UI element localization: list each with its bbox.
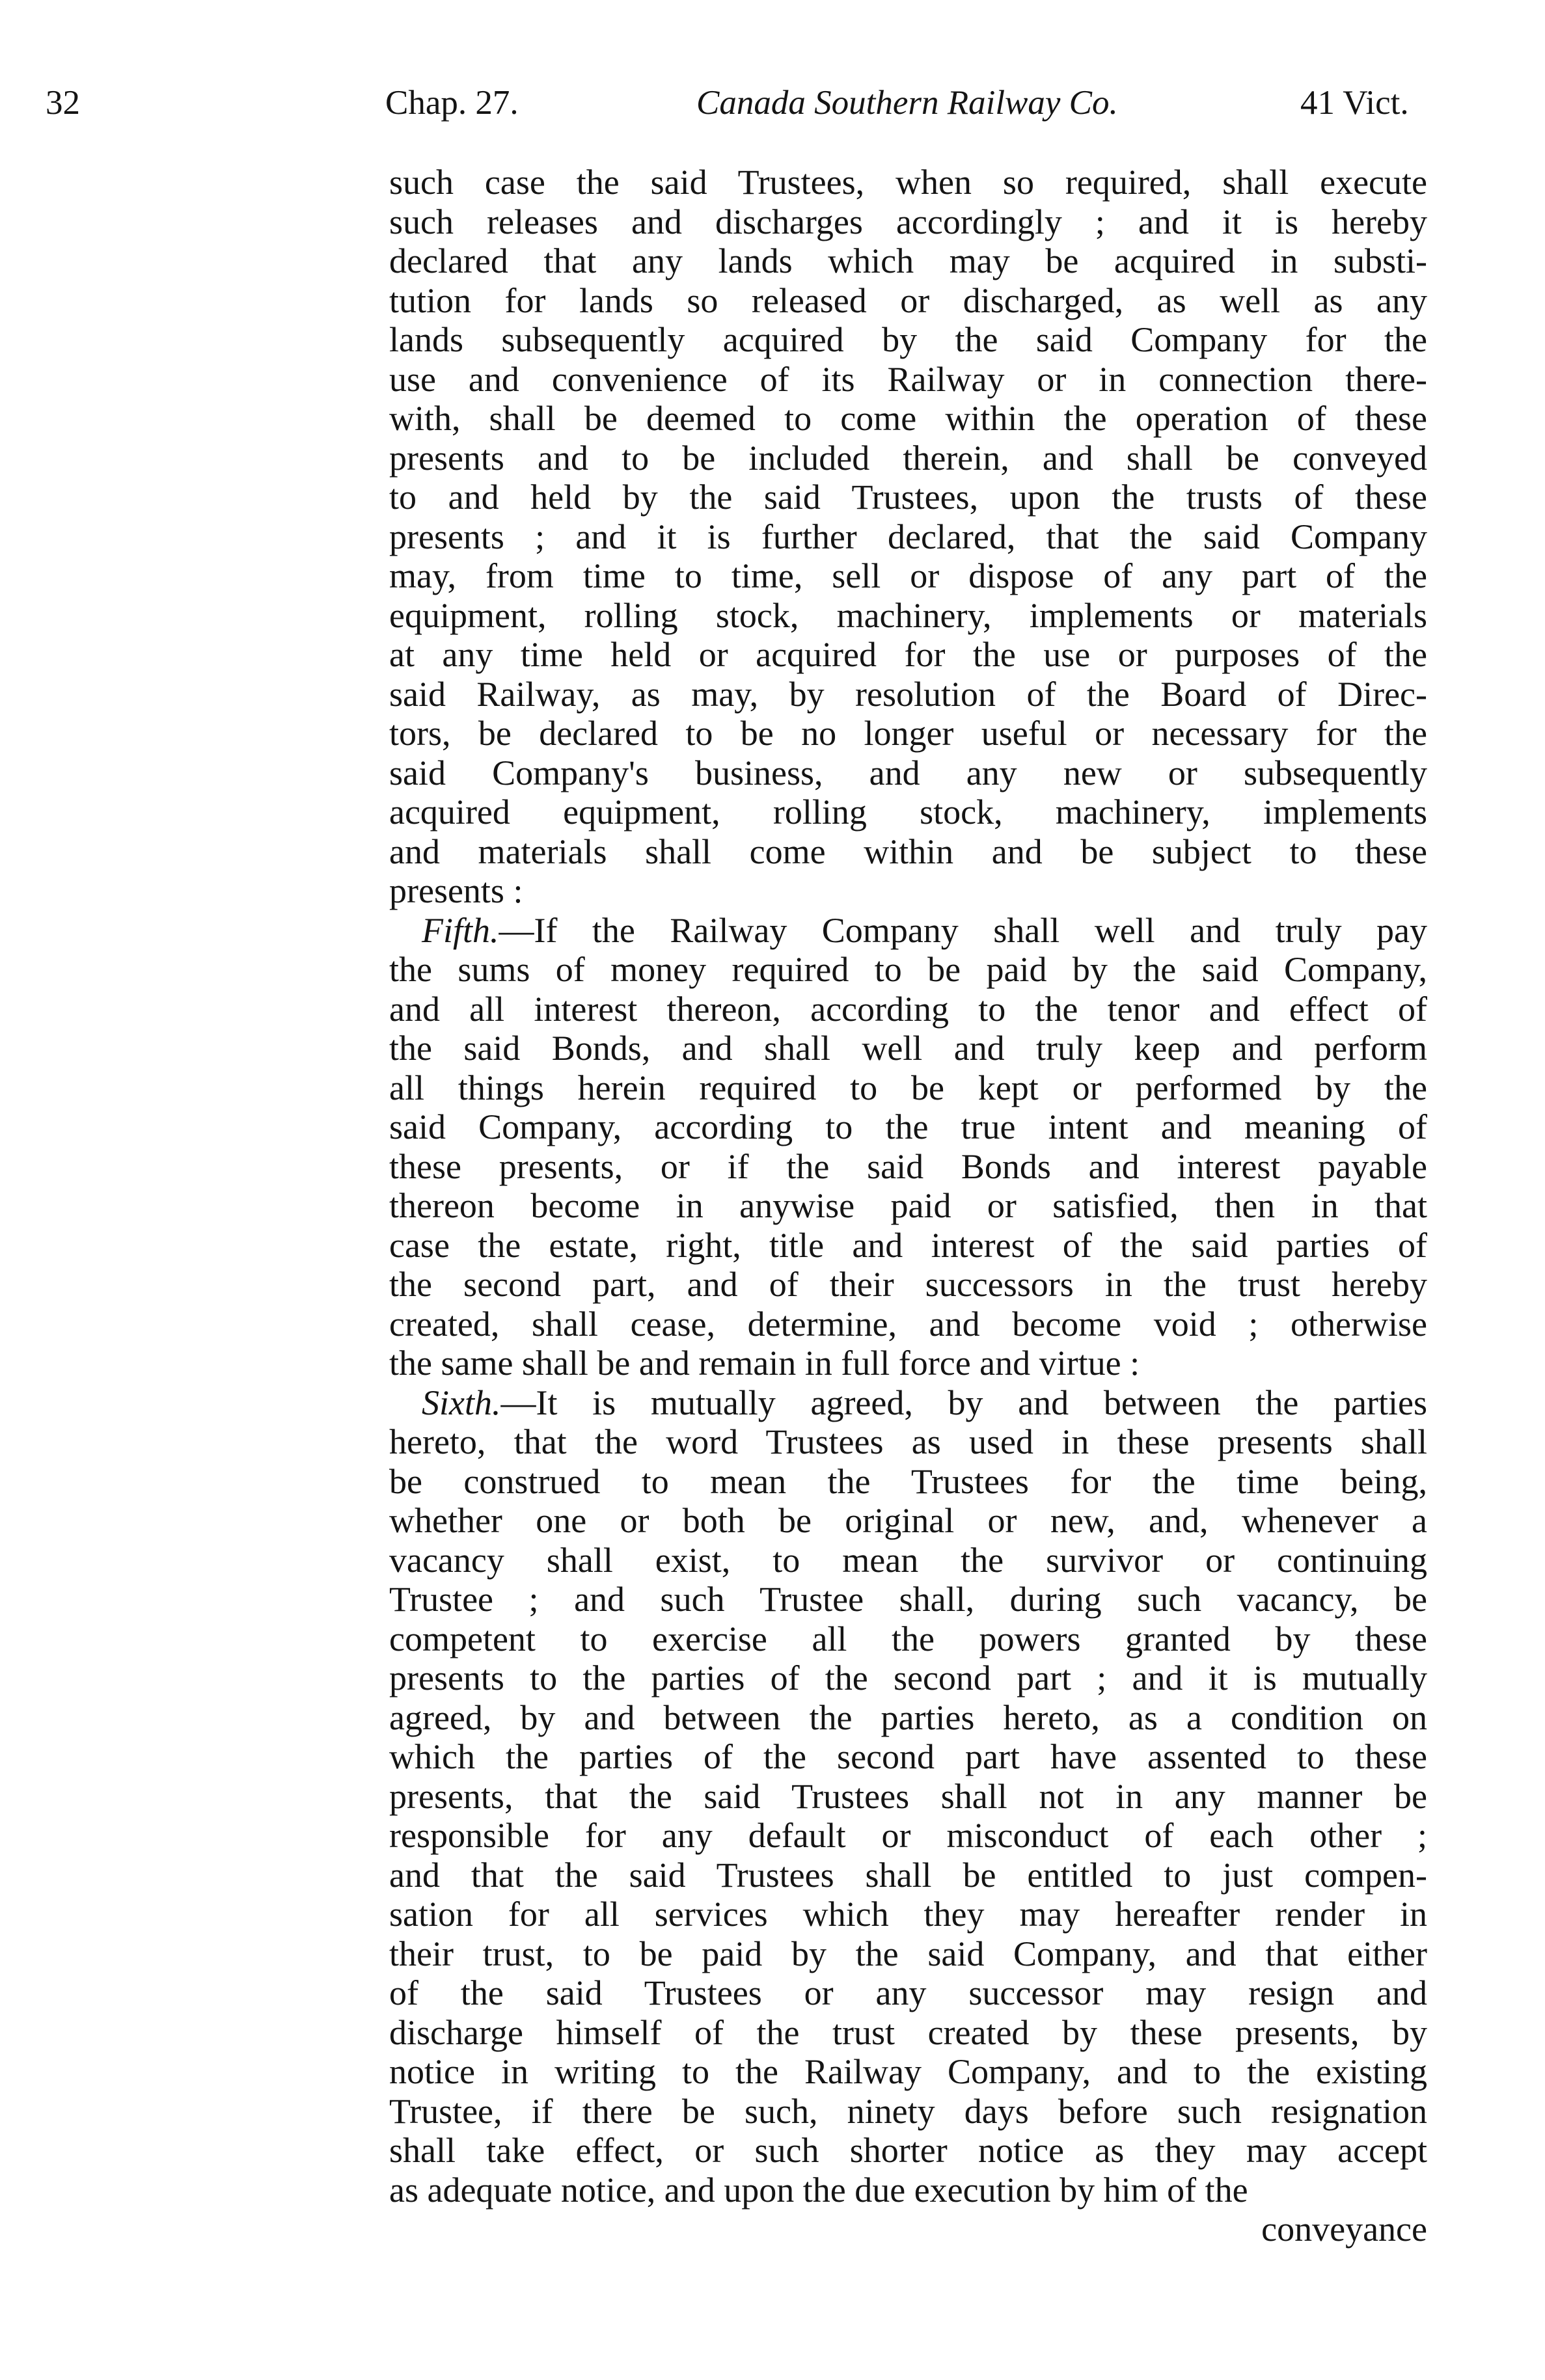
text-line: of the said Trustees or any successor may resign and	[389, 1973, 1427, 2012]
text-line: with, shall be deemed to come within the operation of these	[389, 399, 1427, 438]
text-line: created, shall cease, determine, and become void ; otherwise	[389, 1304, 1427, 1344]
text-line: presents ; and it is further declared, that the said Company	[389, 517, 1427, 556]
clause-text: —It is mutually agreed, by and between the parties	[500, 1383, 1427, 1422]
text-line: as adequate notice, and upon the due execution by him of the	[389, 2170, 1248, 2210]
text-line: the same shall be and remain in full force and virtue :	[389, 1344, 1140, 1383]
text-line: and all interest thereon, according to the tenor and effect of	[389, 989, 1427, 1029]
text-line: said Railway, as may, by resolution of the Board of Direc-	[389, 674, 1427, 714]
text-line: said Company, according to the true intent and meaning of	[389, 1107, 1427, 1146]
text-line: declared that any lands which may be acquired in substi-	[389, 241, 1427, 280]
text-line: Trustee ; and such Trustee shall, during such vacancy, be	[389, 1580, 1427, 1619]
clause-lead: Sixth.	[422, 1383, 501, 1422]
text-line: these presents, or if the said Bonds and interest payable	[389, 1146, 1427, 1186]
text-line: such releases and discharges accordingly ; and it is hereby	[389, 202, 1427, 241]
text-line: the said Bonds, and shall well and truly keep and perform	[389, 1029, 1427, 1068]
text-line: agreed, by and between the parties hereto, as a condition on	[389, 1697, 1427, 1737]
text-line	[389, 1383, 1427, 1423]
text-line: said Company's business, and any new or subsequently	[389, 753, 1427, 792]
text-line: vacancy shall exist, to mean the survivor or continuing	[389, 1540, 1427, 1580]
text-line	[389, 911, 1427, 951]
text-line: Trustee, if there be such, ninety days before such resignation	[389, 2091, 1427, 2131]
text-line: use and convenience of its Railway or in connection there-	[389, 359, 1427, 399]
text-line: at any time held or acquired for the use or purposes of the	[389, 635, 1427, 674]
text-line: such case the said Trustees, when so required, shall execute	[389, 163, 1427, 202]
text-line: tution for lands so released or discharged, as well as any	[389, 280, 1427, 320]
running-head	[46, 77, 1477, 129]
text-line: presents and to be included therein, and shall be conveyed	[389, 438, 1427, 478]
text-line: the second part, and of their successors in the trust hereby	[389, 1265, 1427, 1304]
text-line: notice in writing to the Railway Company, and to the existing	[389, 2052, 1427, 2091]
text-line: presents, that the said Trustees shall not in any manner be	[389, 1776, 1427, 1816]
text-line: lands subsequently acquired by the said Company for the	[389, 320, 1427, 359]
text-line: competent to exercise all the powers granted by these	[389, 1619, 1427, 1658]
text-line: to and held by the said Trustees, upon the trusts of these	[389, 478, 1427, 517]
paragraph-sixth	[389, 1383, 1427, 2210]
text-line: acquired equipment, rolling stock, machinery, implements	[389, 792, 1427, 832]
text-line: the sums of money required to be paid by the said Company,	[389, 950, 1427, 989]
text-line: whether one or both be original or new, and, whenever a	[389, 1501, 1427, 1540]
clause-text: —If the Railway Company shall well and truly pay	[499, 910, 1427, 950]
text-line: thereon become in anywise paid or satisfied, then in that	[389, 1186, 1427, 1225]
chapter-label: Chap. 27.	[385, 84, 519, 122]
page-number: 32	[46, 84, 80, 122]
text-line: presents :	[389, 871, 523, 910]
text-line: their trust, to be paid by the said Company, and that either	[389, 1934, 1427, 1973]
paragraph-continuation	[389, 163, 1427, 911]
clause-lead: Fifth.	[422, 910, 499, 950]
act-title: Canada Southern Railway Co.	[696, 84, 1118, 122]
text-line: presents to the parties of the second part ; and it is mutually	[389, 1658, 1427, 1697]
text-line: case the estate, right, title and interest of the said parties of	[389, 1225, 1427, 1265]
text-line: discharge himself of the trust created by these presents, by	[389, 2012, 1427, 2052]
text-line: which the parties of the second part have assented to these	[389, 1737, 1427, 1776]
text-line: tors, be declared to be no longer useful or necessary for the	[389, 714, 1427, 753]
regnal-year: 41 Vict.	[1300, 84, 1409, 122]
text-line: be construed to mean the Trustees for the time being,	[389, 1461, 1427, 1501]
catchword: conveyance	[1261, 2210, 1427, 2249]
paragraph-fifth	[389, 911, 1427, 1383]
body-text	[389, 163, 1427, 2249]
text-line: and that the said Trustees shall be entitled to just compen-	[389, 1855, 1427, 1895]
text-line: equipment, rolling stock, machinery, implements or materials	[389, 595, 1427, 635]
text-line: responsible for any default or misconduct of each other ;	[389, 1816, 1427, 1855]
text-line: may, from time to time, sell or dispose of any part of the	[389, 556, 1427, 595]
text-line: hereto, that the word Trustees as used in these presents shall	[389, 1422, 1427, 1461]
text-line: and materials shall come within and be subject to these	[389, 832, 1427, 871]
text-line: shall take effect, or such shorter notice as they may accept	[389, 2131, 1427, 2170]
text-line: sation for all services which they may hereafter render in	[389, 1895, 1427, 1934]
text-line: all things herein required to be kept or performed by the	[389, 1068, 1427, 1107]
